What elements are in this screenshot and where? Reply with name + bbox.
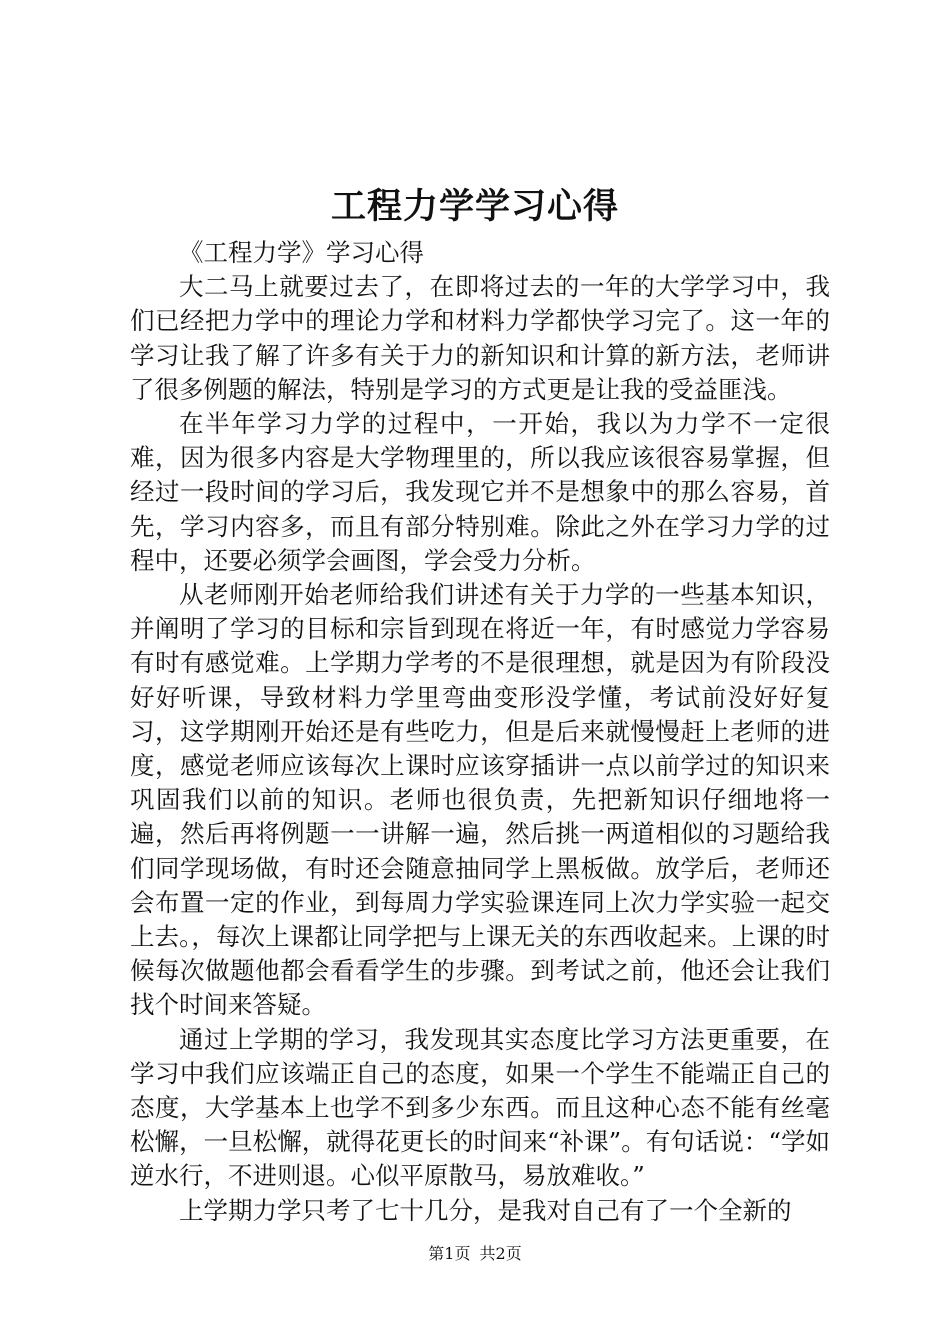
paragraph: 通过上学期的学习，我发现其实态度比学习方法更重要，在学习中我们应该端正自己的态度，如果一个学生不能端正自己的态度，大学基本上也学不到多少东西。而且这种心态不能有丝毫松懈，一旦松懈，就得花更长的时间来“补课”。有句话说：“学如逆水行，不进则退。心似平原散马，易放难收。” [130,1024,830,1191]
document-body [130,236,830,1228]
document-title: 工程力学学习心得 [330,186,619,227]
page-footer [0,1242,950,1266]
paragraph: 上学期力学只考了七十几分，是我对自己有了一个全新的 [179,1195,792,1225]
paragraph: 大二马上就要过去了，在即将过去的一年的大学学习中，我们已经把力学中的理论力学和材料力学都快学习完了。这一年的学习让我了解了许多有关于力的新知识和计算的新方法，老师讲了很多例题的解法，特别是学习的方式更是让我的受益匪浅。 [130,272,830,404]
page-total: 共2页 [479,1244,522,1263]
page-number: 第1页 [428,1244,471,1263]
paragraph: 从老师刚开始老师给我们讲述有关于力学的一些基本知识，并阐明了学习的目标和宗旨到现在将近一年，有时感觉力学容易有时有感觉难。上学期力学考的不是很理想，就是因为有阶段没好好听课，导致材料力学里弯曲变形没学懂，考试前没好好复习，这学期刚开始还是有些吃力，但是后来就慢慢赶上老师的进度，感觉老师应该每次上课时应该穿插讲一点以前学过的知识来巩固我们以前的知识。老师也很负责，先把新知识仔细地将一遍，然后再将例题一一讲解一遍，然后挑一两道相似的习题给我们同学现场做，有时还会随意抽同学上黑板做。放学后，老师还会布置一定的作业，到每周力学实验课连同上次力学实验一起交上去。，每次上课都让同学把与上课无关的东西收起来。上课的时候每次做题他都会看看学生的步骤。到考试之前，他还会让我们找个时间来答疑。 [130,580,830,1020]
paragraph: 在半年学习力学的过程中，一开始，我以为力学不一定很难，因为很多内容是大学物理里的，所以我应该很容易掌握，但经过一段时间的学习后，我发现它并不是想象中的那么容易，首先，学习内容多，而且有部分特别难。除此之外在学习力学的过程中，还要必须学会画图，学会受力分析。 [130,409,830,575]
paragraph-subtitle: 《工程力学》学习心得 [179,238,424,267]
